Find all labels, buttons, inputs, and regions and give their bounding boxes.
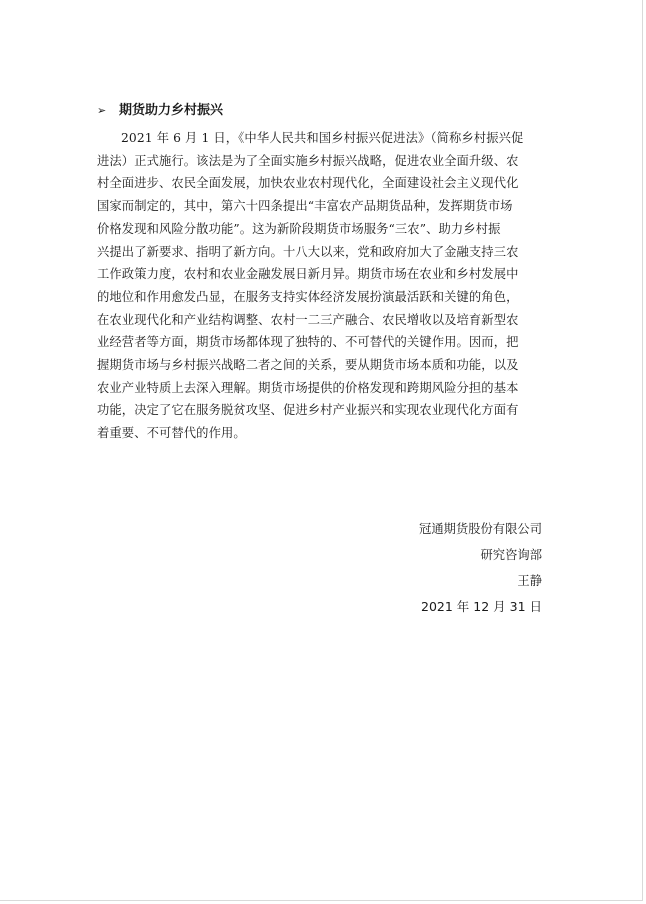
paragraph-line: 价格发现和风险分散功能”。这为新阶段期货市场服务“三农”、助力乡村振 [97, 221, 501, 236]
author-name: 王静 [517, 574, 542, 588]
paragraph-line: 的地位和作用愈发凸显，在服务支持实体经济发展扮演最活跃和关键的角色， [97, 289, 519, 304]
paragraph-line: 着重要、不可替代的作用。 [97, 426, 246, 441]
paragraph-line: 工作政策力度，农村和农业金融发展日新月异。期货市场在农业和乡村发展中 [97, 267, 519, 282]
paragraph-line: 在农业现代化和产业结构调整、农村一二三产融合、农民增收以及培育新型农 [97, 312, 519, 327]
body-paragraph [97, 127, 549, 445]
paragraph-line: 2021 年 6 月 1 日，《中华人民共和国乡村振兴促进法》（简称乡村振兴促 [121, 131, 524, 145]
paragraph-line: 国家而制定的，其中，第六十四条提出“丰富农产品期货品种，发挥期货市场 [97, 199, 513, 214]
paragraph-line: 业经营者等方面，期货市场都体现了独特的、不可替代的关键作用。因而，把 [97, 335, 519, 350]
section-heading [97, 101, 223, 121]
paragraph-line: 村全面进步、农民全面发展，加快农业农村现代化，全面建设社会主义现代化 [97, 176, 519, 191]
paragraph-line: 兴提出了新要求、指明了新方向。十八大以来，党和政府加大了金融支持三农 [97, 244, 519, 259]
company-name: 冠通期货股份有限公司 [419, 522, 542, 536]
paragraph-line: 进法）正式施行。该法是为了全面实施乡村振兴战略，促进农业全面升级、农 [97, 153, 519, 168]
arrow-bullet-icon: ➢ [97, 104, 107, 117]
paragraph-line: 农业产业特质上去深入理解。期货市场提供的价格发现和跨期风险分担的基本 [97, 380, 519, 395]
paragraph-line: 握期货市场与乡村振兴战略二者之间的关系，要从期货市场本质和功能，以及 [97, 358, 519, 373]
signature-block [419, 516, 542, 620]
department-name: 研究咨询部 [480, 548, 542, 562]
section-title: 期货助力乡村振兴 [119, 103, 224, 118]
signature-date: 2021 年 12 月 31 日 [421, 599, 542, 614]
paragraph-line: 功能，决定了它在服务脱贫攻坚、促进乡村产业振兴和实现农业现代化方面有 [97, 403, 519, 418]
